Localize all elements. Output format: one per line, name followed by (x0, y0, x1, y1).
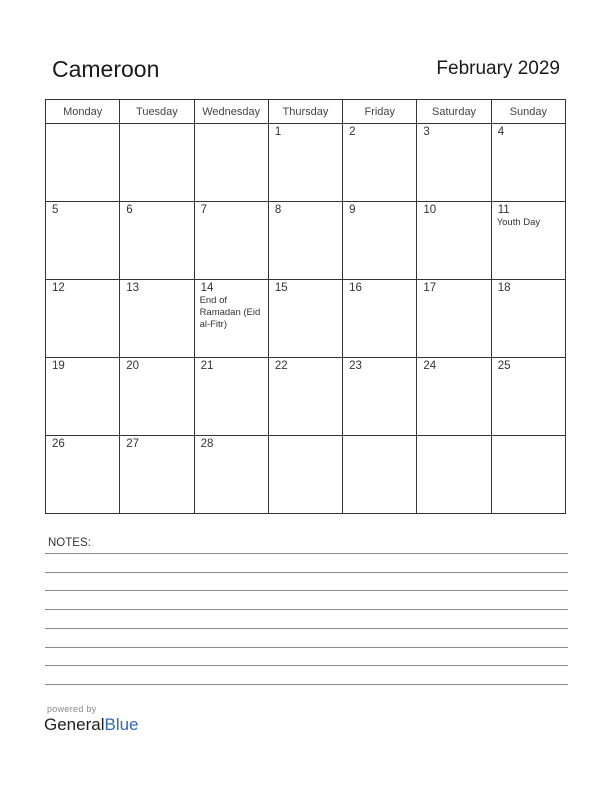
calendar-grid (45, 99, 566, 514)
day-number (269, 436, 342, 438)
day-number: 28 (200, 438, 214, 450)
calendar-day-cell (268, 124, 342, 202)
day-number: 16 (349, 282, 362, 294)
calendar-day-cell (194, 202, 268, 280)
calendar-day-cell (120, 280, 194, 358)
day-number: 8 (274, 204, 282, 216)
day-number: 4 (497, 126, 505, 138)
day-number: 19 (52, 360, 65, 372)
day-number: 24 (423, 360, 437, 372)
notes-line (45, 609, 568, 610)
day-number (46, 124, 119, 126)
calendar-day-cell (194, 280, 268, 358)
calendar-day-cell (268, 202, 342, 280)
calendar-header (52, 52, 560, 88)
day-number: 5 (52, 204, 59, 216)
day-number: 23 (349, 360, 362, 372)
calendar-day-cell (491, 124, 565, 202)
calendar-day-cell (491, 202, 565, 280)
day-number (120, 124, 193, 126)
month-year-title: February 2029 (436, 58, 560, 79)
calendar-day-cell (46, 436, 120, 514)
day-number: 21 (200, 360, 214, 372)
calendar-day-cell (46, 202, 120, 280)
day-number: 26 (52, 438, 65, 450)
calendar-day-cell (343, 358, 417, 436)
notes-label: NOTES: (48, 537, 91, 549)
weekday-header: Wednesday (194, 100, 268, 124)
calendar-day-cell (343, 124, 417, 202)
day-number: 22 (274, 360, 288, 372)
powered-by-text: powered by (47, 704, 97, 714)
calendar-day-cell (194, 124, 268, 202)
day-number: 14 (200, 282, 214, 294)
holiday-label: End of Ramadan (Eid al-Fitr) (199, 295, 261, 330)
weekday-header: Thursday (268, 100, 342, 124)
day-number: 12 (52, 282, 65, 294)
calendar-day-cell (343, 280, 417, 358)
calendar-day-cell (46, 280, 120, 358)
generalblue-logo (44, 704, 139, 735)
calendar-week-row (46, 280, 566, 358)
day-number: 27 (126, 438, 140, 450)
day-number: 11 (497, 204, 510, 216)
calendar-day-cell (343, 436, 417, 514)
weekday-header-row (46, 100, 566, 124)
brand-name-general: General (44, 715, 105, 734)
day-number (195, 124, 268, 126)
day-number (492, 436, 565, 438)
day-number (417, 436, 490, 438)
day-number: 7 (200, 204, 207, 216)
calendar-day-cell (491, 436, 565, 514)
day-number: 17 (423, 282, 437, 294)
calendar-day-cell (417, 124, 491, 202)
calendar-day-cell (268, 280, 342, 358)
weekday-header: Sunday (491, 100, 565, 124)
notes-line (45, 628, 568, 629)
notes-line (45, 553, 568, 554)
calendar-week-row (46, 436, 566, 514)
calendar-day-cell (268, 358, 342, 436)
calendar-day-cell (46, 124, 120, 202)
brand-name (44, 715, 139, 735)
day-number: 9 (349, 204, 356, 216)
calendar-week-row (46, 124, 566, 202)
day-number: 10 (423, 204, 437, 216)
calendar-day-cell (417, 358, 491, 436)
weekday-header: Tuesday (120, 100, 194, 124)
calendar-day-cell (417, 280, 491, 358)
calendar-day-cell (417, 202, 491, 280)
brand-name-blue: Blue (104, 715, 139, 734)
weekday-header: Friday (343, 100, 417, 124)
calendar-day-cell (268, 436, 342, 514)
calendar-day-cell (491, 358, 565, 436)
calendar-day-cell (120, 202, 194, 280)
day-number: 15 (274, 282, 288, 294)
notes-line (45, 665, 568, 666)
calendar-day-cell (46, 358, 120, 436)
country-title: Cameroon (52, 56, 160, 82)
calendar-day-cell (120, 436, 194, 514)
holiday-label: Youth Day (496, 217, 541, 228)
day-number: 18 (497, 282, 511, 294)
calendar-week-row (46, 358, 566, 436)
day-number: 2 (349, 126, 356, 138)
calendar-day-cell (194, 358, 268, 436)
day-number: 3 (423, 126, 430, 138)
calendar-day-cell (417, 436, 491, 514)
calendar-day-cell (120, 124, 194, 202)
weekday-header: Saturday (417, 100, 491, 124)
weekday-header: Monday (46, 100, 120, 124)
day-number (343, 436, 416, 438)
notes-line (45, 647, 568, 648)
calendar-day-cell (343, 202, 417, 280)
day-number: 13 (126, 282, 140, 294)
calendar-day-cell (491, 280, 565, 358)
day-number: 1 (274, 126, 282, 138)
day-number: 25 (497, 360, 511, 372)
calendar-week-row (46, 202, 566, 280)
day-number: 20 (126, 360, 140, 372)
notes-line (45, 684, 568, 685)
calendar-day-cell (120, 358, 194, 436)
calendar-day-cell (194, 436, 268, 514)
notes-line (45, 572, 568, 573)
day-number: 6 (126, 204, 133, 216)
notes-line (45, 590, 568, 591)
